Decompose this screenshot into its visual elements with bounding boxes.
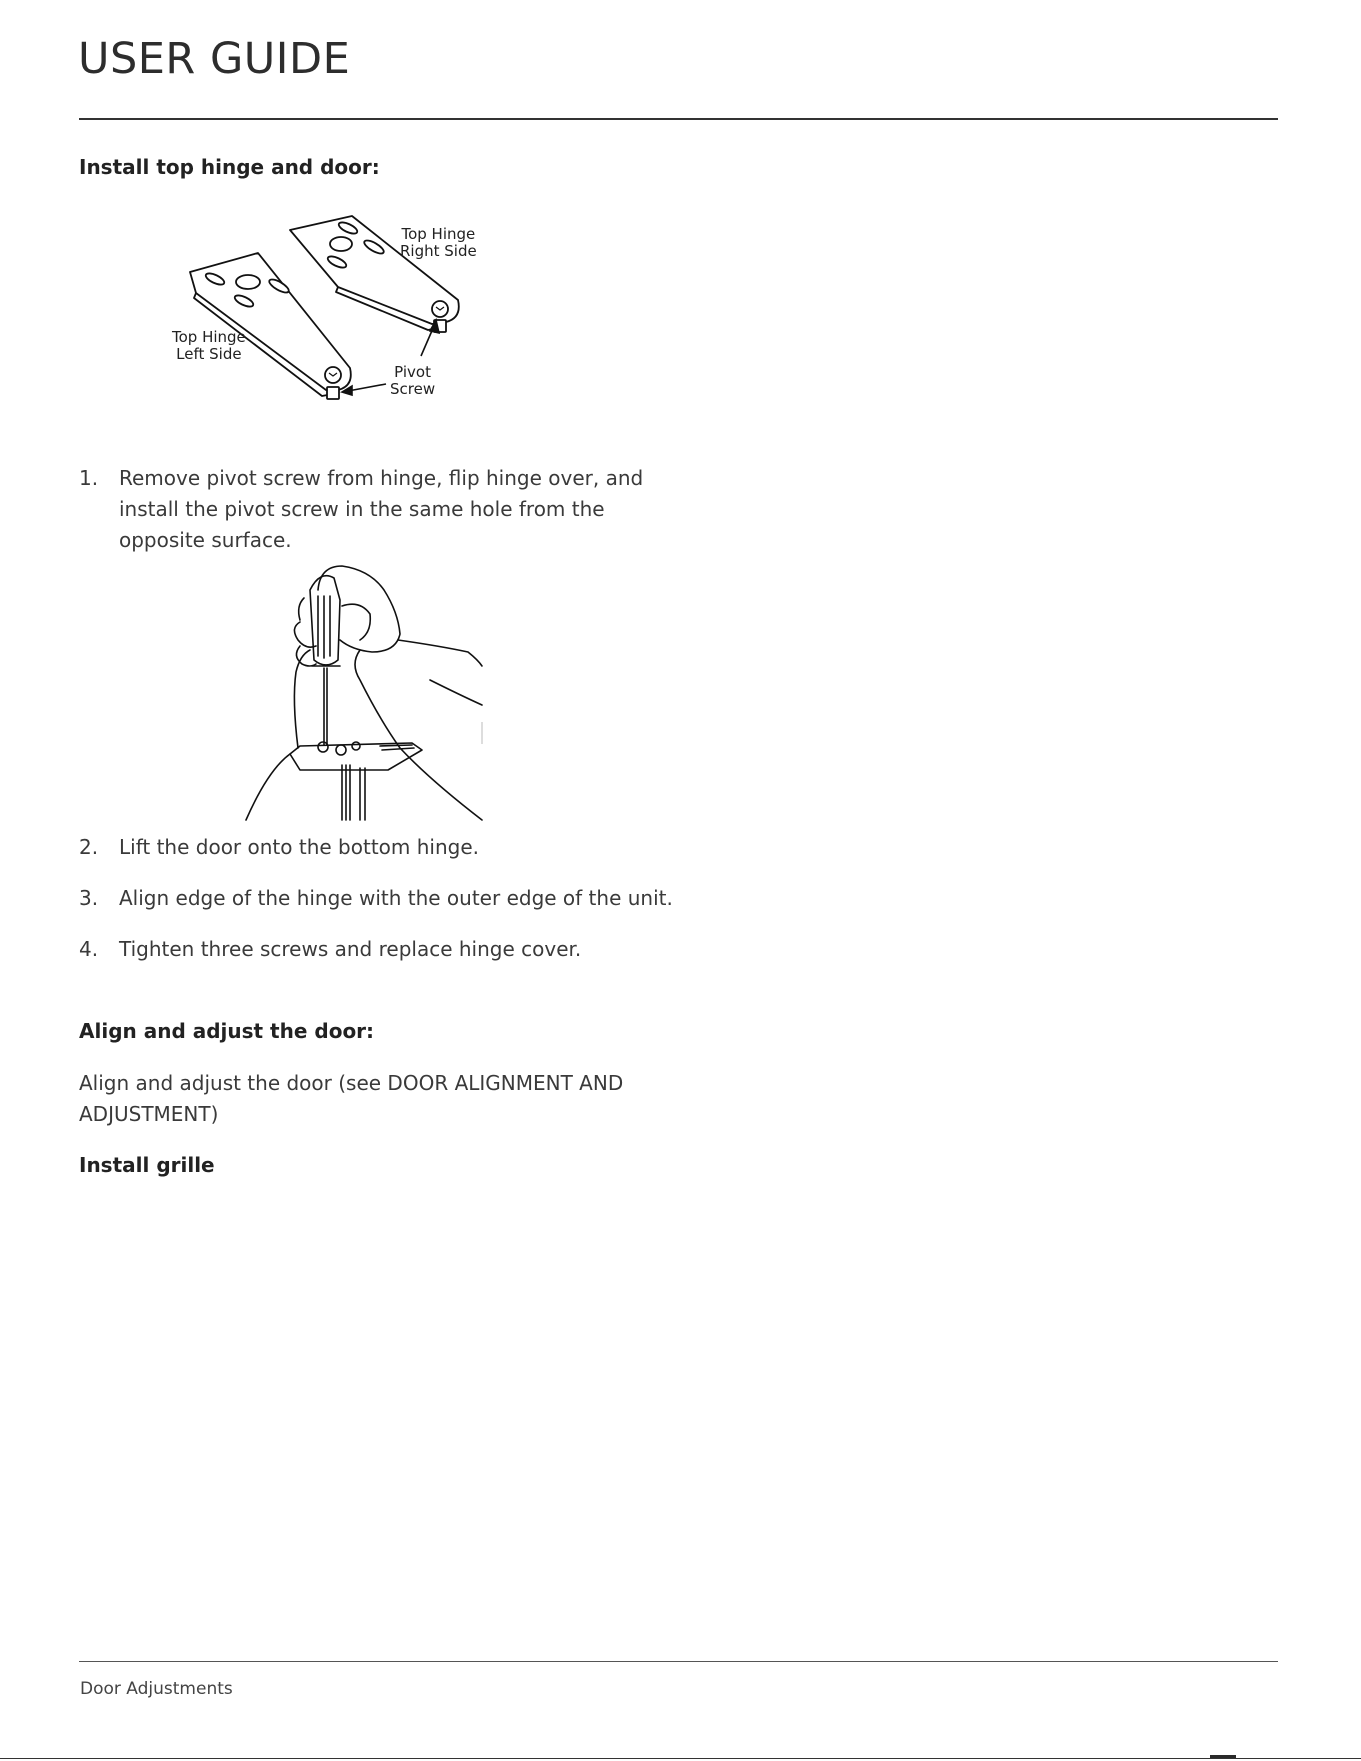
step-4 <box>79 934 659 965</box>
step-3 <box>79 883 759 914</box>
step-number: 3. <box>79 886 99 910</box>
step-text: Tighten three screws and replace hinge cover. <box>119 937 582 961</box>
step-text: Align edge of the hinge with the outer edge of the unit. <box>119 886 673 910</box>
step-number: 2. <box>79 835 99 859</box>
page-number-tab <box>1210 1755 1236 1758</box>
align-adjust-body: Align and adjust the door (see DOOR ALIGNMENT AND ADJUSTMENT) <box>79 1071 624 1126</box>
section-heading-align-adjust: Align and adjust the door: <box>79 1019 375 1043</box>
footer-section-name: Door Adjustments <box>80 1679 233 1699</box>
page-bottom-border <box>0 1758 1361 1759</box>
label-top-hinge-left-text: Top Hinge Left Side <box>172 328 246 363</box>
step-2 <box>79 832 659 863</box>
step-text: Remove pivot screw from hinge, flip hinge over, and install the pivot screw in the same hole from the opposite surface. <box>119 466 644 552</box>
footer-divider <box>79 1661 1278 1662</box>
label-pivot-screw-text: Pivot Screw <box>390 363 436 398</box>
section-heading-install-grille: Install grille <box>79 1153 215 1177</box>
label-top-hinge-right-text: Top Hinge Right Side <box>400 225 477 260</box>
page-title: USER GUIDE <box>78 34 351 84</box>
step-number: 4. <box>79 937 99 961</box>
step-number: 1. <box>79 466 99 490</box>
section-heading-install-hinge: Install top hinge and door: <box>79 155 380 179</box>
step-text: Lift the door onto the bottom hinge. <box>119 835 479 859</box>
